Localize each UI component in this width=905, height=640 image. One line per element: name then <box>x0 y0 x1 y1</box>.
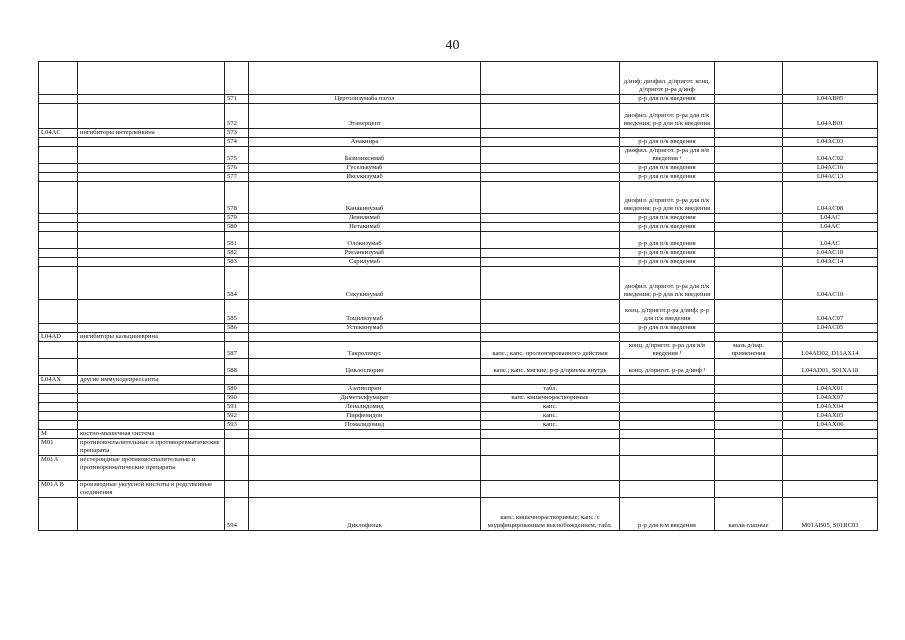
section-row <box>39 129 878 138</box>
table-row <box>39 324 878 333</box>
form-oral <box>481 182 620 214</box>
row-code <box>39 258 78 267</box>
table-row <box>39 498 878 531</box>
atc-code: L04AD02, D11AX14 <box>783 342 878 359</box>
row-group <box>78 232 225 249</box>
row-code <box>39 104 78 129</box>
table-row <box>39 147 878 164</box>
row-code <box>39 173 78 182</box>
drug-name: Пирфенидон <box>249 412 481 421</box>
drug-name: Рисанкизумаб <box>249 249 481 258</box>
row-number: 584 <box>225 267 249 300</box>
row-number: 583 <box>225 258 249 267</box>
form-other <box>715 333 783 342</box>
row-code: M01A <box>39 456 78 481</box>
page-number: 40 <box>445 38 460 53</box>
form-parenteral: р-р для в/м введения <box>620 498 715 531</box>
atc-code: L04AC14 <box>783 258 878 267</box>
drug-name: Олокизумаб <box>249 232 481 249</box>
form-parenteral <box>620 385 715 394</box>
row-code <box>39 498 78 531</box>
table-row <box>39 300 878 324</box>
form-parenteral: конц. д/пригот. р-ра для в/в введения ¹ <box>620 342 715 359</box>
form-other <box>715 403 783 412</box>
row-number: 591 <box>225 403 249 412</box>
row-code <box>39 394 78 403</box>
row-group: другие иммунодепрессанты <box>78 376 225 385</box>
form-oral <box>481 249 620 258</box>
form-other <box>715 138 783 147</box>
row-group: ингибиторы интерлейкина <box>78 129 225 138</box>
atc-code <box>783 333 878 342</box>
row-group: производные уксусной кислоты и родственные соединения <box>78 481 225 498</box>
drug-name: Тоцилизумаб <box>249 300 481 324</box>
form-oral <box>481 138 620 147</box>
form-other <box>715 223 783 232</box>
row-group <box>78 214 225 223</box>
row-number <box>225 62 249 95</box>
form-other <box>715 232 783 249</box>
row-number: 576 <box>225 164 249 173</box>
form-parenteral <box>620 481 715 498</box>
drug-name <box>249 129 481 138</box>
row-code <box>39 342 78 359</box>
form-other <box>715 104 783 129</box>
table-row <box>39 258 878 267</box>
form-parenteral: р-р для п/к введения <box>620 214 715 223</box>
row-number: 587 <box>225 342 249 359</box>
drug-name <box>249 376 481 385</box>
row-number <box>225 430 249 439</box>
drug-name: Азатиоприн <box>249 385 481 394</box>
row-number: 575 <box>225 147 249 164</box>
form-other <box>715 129 783 138</box>
atc-code: L04AX04 <box>783 403 878 412</box>
table-row <box>39 249 878 258</box>
table-row <box>39 394 878 403</box>
form-oral <box>481 481 620 498</box>
form-parenteral: д/инф; диофил. д/пригот. конц. д/пригот р-ра д/инф <box>620 62 715 95</box>
row-code <box>39 138 78 147</box>
row-group <box>78 173 225 182</box>
row-number: 573 <box>225 129 249 138</box>
form-parenteral <box>620 333 715 342</box>
row-code <box>39 421 78 430</box>
row-code <box>39 300 78 324</box>
row-number <box>225 481 249 498</box>
form-parenteral: диофил. д/пригот. р-ра для п/к введения; р-р для п/к введения <box>620 104 715 129</box>
form-other <box>715 385 783 394</box>
row-number: 590 <box>225 394 249 403</box>
atc-code: L04AC10 <box>783 267 878 300</box>
form-other: мазь д/нар. применения <box>715 342 783 359</box>
form-oral <box>481 214 620 223</box>
row-code: M <box>39 430 78 439</box>
row-code <box>39 164 78 173</box>
section-row <box>39 333 878 342</box>
form-oral: капс. кишечнорастворимые <box>481 394 620 403</box>
atc-code: L04AX01 <box>783 385 878 394</box>
drug-name: Канакинумаб <box>249 182 481 214</box>
row-group <box>78 62 225 95</box>
form-parenteral: р-р для п/к введения <box>620 232 715 249</box>
row-group <box>78 249 225 258</box>
form-other <box>715 214 783 223</box>
atc-code: L04AC03 <box>783 138 878 147</box>
drug-name: Леналидомид <box>249 403 481 412</box>
atc-code <box>783 456 878 481</box>
form-oral <box>481 439 620 456</box>
drug-name: Секукинумаб <box>249 267 481 300</box>
form-parenteral: конц. д/пригот.р-ра д/инф; р-р для п/к введения <box>620 300 715 324</box>
drug-name: Иксекизумаб <box>249 173 481 182</box>
row-group <box>78 258 225 267</box>
atc-code: L04AC07 <box>783 300 878 324</box>
row-group <box>78 394 225 403</box>
form-parenteral <box>620 412 715 421</box>
atc-code: L04AX07 <box>783 394 878 403</box>
form-other <box>715 249 783 258</box>
row-number: 593 <box>225 421 249 430</box>
row-code <box>39 232 78 249</box>
form-oral <box>481 147 620 164</box>
row-number: 574 <box>225 138 249 147</box>
drug-name: Сарилумаб <box>249 258 481 267</box>
row-code <box>39 403 78 412</box>
row-number: 585 <box>225 300 249 324</box>
table-row <box>39 62 878 95</box>
row-number: 571 <box>225 95 249 104</box>
form-other <box>715 62 783 95</box>
drug-name: Базиликсимаб <box>249 147 481 164</box>
atc-code: L04AC13 <box>783 173 878 182</box>
atc-code: L04AC16 <box>783 164 878 173</box>
table-row <box>39 104 878 129</box>
section-row <box>39 376 878 385</box>
row-group <box>78 421 225 430</box>
drug-name <box>249 430 481 439</box>
drug-name: Устекинумаб <box>249 324 481 333</box>
row-code <box>39 267 78 300</box>
drug-name: Диклофенак <box>249 498 481 531</box>
form-other <box>715 147 783 164</box>
row-group <box>78 182 225 214</box>
atc-code <box>783 129 878 138</box>
form-other <box>715 412 783 421</box>
drug-name: Помалидомид <box>249 421 481 430</box>
atc-code <box>783 62 878 95</box>
form-oral <box>481 333 620 342</box>
form-other <box>715 95 783 104</box>
row-group <box>78 95 225 104</box>
form-oral: табл. <box>481 385 620 394</box>
form-parenteral: диофил. д/пригот. р-ра для п/к введения; р-р для п/к введения <box>620 182 715 214</box>
form-oral: капс. <box>481 412 620 421</box>
row-group: противовоспалительные и противоревматические препараты <box>78 439 225 456</box>
drug-name <box>249 62 481 95</box>
form-other <box>715 359 783 376</box>
form-oral: капс. <box>481 421 620 430</box>
form-other <box>715 300 783 324</box>
form-parenteral: р-р для п/к введения <box>620 223 715 232</box>
row-code <box>39 412 78 421</box>
row-group <box>78 138 225 147</box>
table-row <box>39 421 878 430</box>
row-number: 581 <box>225 232 249 249</box>
form-parenteral <box>620 439 715 456</box>
form-parenteral <box>620 403 715 412</box>
table-row <box>39 359 878 376</box>
table-row <box>39 223 878 232</box>
form-other <box>715 324 783 333</box>
drug-name <box>249 439 481 456</box>
row-group <box>78 300 225 324</box>
form-parenteral: диофил. д/пригот. р-ра для п/к введения; р-р для п/к введения <box>620 267 715 300</box>
form-parenteral: конц. д/пригот. р-ра д/инф ¹ <box>620 359 715 376</box>
form-other <box>715 439 783 456</box>
row-group: нестероидные противовоспалительные и противоревматические препараты <box>78 456 225 481</box>
form-parenteral <box>620 394 715 403</box>
atc-code: L04AB05 <box>783 95 878 104</box>
form-oral <box>481 173 620 182</box>
row-number: 578 <box>225 182 249 214</box>
atc-code: L04AC <box>783 223 878 232</box>
form-parenteral: р-р для п/к введения <box>620 249 715 258</box>
table-row <box>39 403 878 412</box>
drug-name: Этанерцепт <box>249 104 481 129</box>
row-group <box>78 223 225 232</box>
row-code <box>39 214 78 223</box>
row-code: L04AC <box>39 129 78 138</box>
form-parenteral: р-р для п/к введения <box>620 258 715 267</box>
form-oral <box>481 164 620 173</box>
form-parenteral: р-р для п/к введения <box>620 95 715 104</box>
form-oral <box>481 430 620 439</box>
row-code <box>39 359 78 376</box>
drug-name: Цертолизумаба пэгол <box>249 95 481 104</box>
table-row <box>39 267 878 300</box>
form-parenteral <box>620 430 715 439</box>
table-row <box>39 95 878 104</box>
row-code: L04AD <box>39 333 78 342</box>
drug-list-table <box>38 61 878 531</box>
form-oral <box>481 300 620 324</box>
row-number: 589 <box>225 385 249 394</box>
section-row <box>39 439 878 456</box>
row-number <box>225 439 249 456</box>
table-row <box>39 385 878 394</box>
form-other <box>715 258 783 267</box>
row-group <box>78 342 225 359</box>
row-number: 572 <box>225 104 249 129</box>
row-group <box>78 403 225 412</box>
form-parenteral <box>620 129 715 138</box>
row-code <box>39 385 78 394</box>
form-other <box>715 267 783 300</box>
drug-name: Гуселькумаб <box>249 164 481 173</box>
row-code: M01 <box>39 439 78 456</box>
atc-code: L04AC08 <box>783 182 878 214</box>
table-row <box>39 182 878 214</box>
table-row <box>39 412 878 421</box>
form-oral <box>481 129 620 138</box>
form-oral <box>481 232 620 249</box>
form-oral <box>481 258 620 267</box>
table-row <box>39 232 878 249</box>
form-other <box>715 421 783 430</box>
drug-name: Такролимус <box>249 342 481 359</box>
row-number: 594 <box>225 498 249 531</box>
row-code <box>39 182 78 214</box>
form-oral <box>481 456 620 481</box>
row-group: ингибиторы кальциневрина <box>78 333 225 342</box>
form-oral <box>481 223 620 232</box>
drug-name <box>249 481 481 498</box>
form-parenteral: р-р для п/к введения <box>620 138 715 147</box>
drug-name <box>249 456 481 481</box>
table-row <box>39 173 878 182</box>
row-group <box>78 267 225 300</box>
drug-name: Диметилфумарат <box>249 394 481 403</box>
table-row <box>39 164 878 173</box>
atc-code: L04AC18 <box>783 249 878 258</box>
row-group <box>78 324 225 333</box>
form-oral <box>481 267 620 300</box>
atc-code: L04AB01 <box>783 104 878 129</box>
row-code <box>39 324 78 333</box>
form-oral <box>481 104 620 129</box>
row-number: 588 <box>225 359 249 376</box>
atc-code: L04AD01, S01XA18 <box>783 359 878 376</box>
form-parenteral: диофил. д/пригот. р-ра для в/в введения ¹ <box>620 147 715 164</box>
form-other <box>715 394 783 403</box>
section-row <box>39 481 878 498</box>
form-oral <box>481 95 620 104</box>
form-oral: капс. кишечнорастворимые; капс. с модифицированным высвобождением; табл. <box>481 498 620 531</box>
row-code <box>39 147 78 164</box>
table-body <box>39 62 878 531</box>
form-other: капли глазные <box>715 498 783 531</box>
form-other <box>715 481 783 498</box>
form-oral <box>481 324 620 333</box>
form-other <box>715 430 783 439</box>
row-number: 577 <box>225 173 249 182</box>
section-row <box>39 430 878 439</box>
drug-name: Нетакимаб <box>249 223 481 232</box>
row-number: 580 <box>225 223 249 232</box>
atc-code: L04AX06 <box>783 421 878 430</box>
row-code: M01A B <box>39 481 78 498</box>
atc-code: M01AB05, S01BC03 <box>783 498 878 531</box>
form-oral: капс. <box>481 403 620 412</box>
row-code <box>39 249 78 258</box>
form-other <box>715 173 783 182</box>
form-parenteral <box>620 456 715 481</box>
row-group <box>78 359 225 376</box>
atc-code: L04AX05 <box>783 412 878 421</box>
row-code <box>39 95 78 104</box>
form-parenteral <box>620 421 715 430</box>
form-other <box>715 376 783 385</box>
drug-name: Циклоспорин <box>249 359 481 376</box>
row-group <box>78 104 225 129</box>
row-group <box>78 147 225 164</box>
row-code: L04AX <box>39 376 78 385</box>
form-parenteral: р-р для п/к введения <box>620 164 715 173</box>
form-other <box>715 164 783 173</box>
form-parenteral: р-р для п/к введения <box>620 324 715 333</box>
row-group: костно-мышечная система <box>78 430 225 439</box>
drug-name: Левилимаб <box>249 214 481 223</box>
row-group <box>78 498 225 531</box>
atc-code <box>783 430 878 439</box>
atc-code: L04AC02 <box>783 147 878 164</box>
form-parenteral: р-р для п/к введения <box>620 173 715 182</box>
row-number <box>225 456 249 481</box>
drug-name <box>249 333 481 342</box>
section-row <box>39 456 878 481</box>
atc-code <box>783 376 878 385</box>
row-code <box>39 223 78 232</box>
row-group <box>78 412 225 421</box>
table-row <box>39 342 878 359</box>
row-number: 579 <box>225 214 249 223</box>
form-oral: капс.; капс. пролонгированного действия <box>481 342 620 359</box>
form-parenteral <box>620 376 715 385</box>
form-oral <box>481 376 620 385</box>
row-code <box>39 62 78 95</box>
row-number: 592 <box>225 412 249 421</box>
table-row <box>39 214 878 223</box>
row-number <box>225 333 249 342</box>
row-number <box>225 376 249 385</box>
row-number: 582 <box>225 249 249 258</box>
form-other <box>715 182 783 214</box>
form-oral <box>481 62 620 95</box>
row-group <box>78 385 225 394</box>
atc-code: L04AC05 <box>783 324 878 333</box>
row-group <box>78 164 225 173</box>
form-other <box>715 456 783 481</box>
row-number: 586 <box>225 324 249 333</box>
atc-code <box>783 439 878 456</box>
atc-code: L04AC <box>783 214 878 223</box>
form-oral: капс.; капс. мягкие; р-р д/приема внутрь <box>481 359 620 376</box>
table-row <box>39 138 878 147</box>
atc-code: L04AC <box>783 232 878 249</box>
atc-code <box>783 481 878 498</box>
drug-name: Анакинра <box>249 138 481 147</box>
